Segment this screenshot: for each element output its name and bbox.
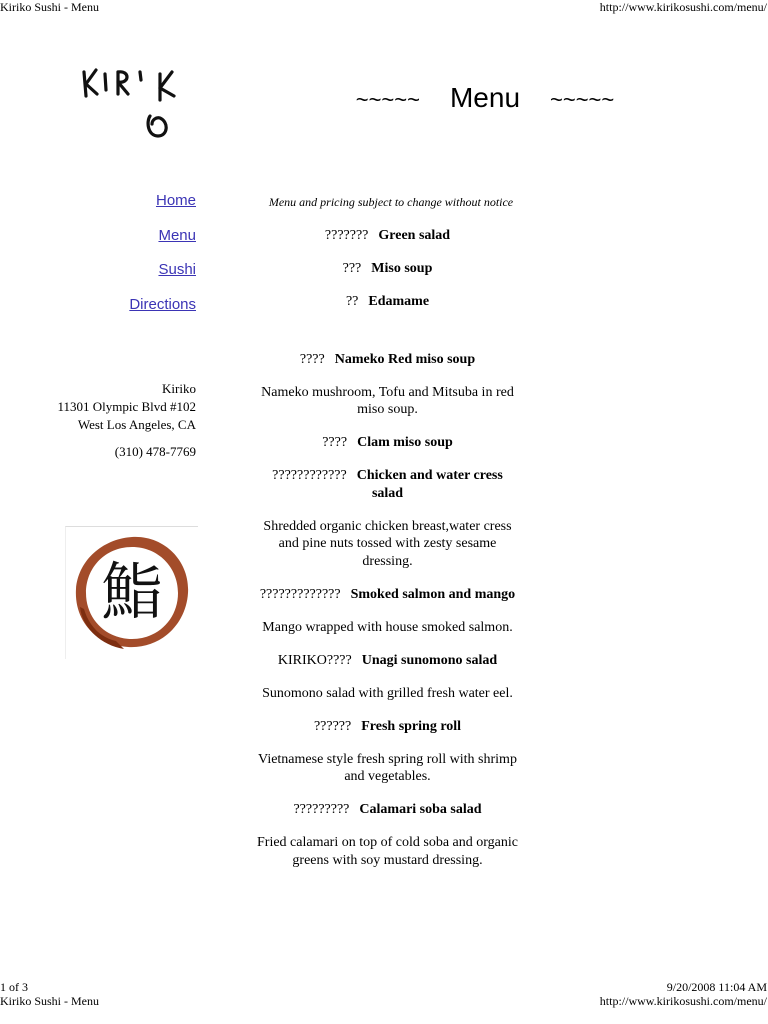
menu-item-japanese-name: ?? bbox=[345, 294, 359, 309]
menu-item bbox=[255, 586, 520, 604]
menu-item-japanese-name: ??? bbox=[342, 261, 362, 276]
restaurant-phone: (310) 478-7769 bbox=[114, 444, 196, 459]
print-footer-url: http://www.kirikosushi.com/menu/ bbox=[599, 994, 767, 1008]
menu-item-english-name: Clam miso soup bbox=[357, 435, 453, 450]
menu-item-english-name: Calamari soba salad bbox=[359, 802, 482, 817]
restaurant-address bbox=[57, 380, 196, 434]
menu-item bbox=[255, 351, 520, 369]
menu-item bbox=[255, 227, 520, 245]
address-city: West Los Angeles, CA bbox=[77, 417, 196, 432]
menu-item bbox=[255, 467, 520, 502]
menu-item bbox=[255, 260, 520, 278]
menu-item-japanese-name: ???????????? bbox=[272, 468, 347, 483]
print-footer-page: 1 of 3 bbox=[0, 980, 28, 994]
menu-item-english-name: Green salad bbox=[378, 228, 451, 243]
heading-tilde-right: ~~~~~ bbox=[550, 87, 615, 112]
page-title: Menu bbox=[449, 82, 521, 113]
menu-item bbox=[255, 293, 520, 311]
menu-list bbox=[255, 227, 520, 885]
emblem-glyph: 鮨 bbox=[100, 555, 164, 628]
menu-item-japanese-name: ????????????? bbox=[259, 586, 341, 602]
kanji-emblem-icon bbox=[65, 526, 198, 659]
nav-link-menu[interactable]: Menu bbox=[158, 226, 196, 244]
menu-item bbox=[255, 652, 520, 670]
menu-item bbox=[255, 434, 520, 452]
site-nav bbox=[129, 192, 196, 330]
menu-item-japanese-name: ??????? bbox=[324, 228, 369, 243]
print-header-title: Kiriko Sushi - Menu bbox=[0, 0, 99, 14]
restaurant-name: Kiriko bbox=[162, 381, 196, 396]
menu-item-english-name: Edamame bbox=[368, 294, 430, 309]
print-footer-datetime: 9/20/2008 11:04 AM bbox=[666, 980, 767, 994]
menu-item-japanese-name: ???? bbox=[322, 435, 348, 450]
nav-link-sushi[interactable]: Sushi bbox=[158, 261, 196, 278]
heading-tilde-left: ~~~~~ bbox=[355, 87, 420, 112]
menu-item-english-name: Chicken and water cress salad bbox=[356, 468, 503, 501]
menu-item bbox=[255, 801, 520, 819]
menu-item-description: Sunomono salad with grilled fresh water eel. bbox=[262, 685, 513, 701]
nav-link-directions[interactable]: Directions bbox=[129, 295, 196, 313]
address-street: 11301 Olympic Blvd #102 bbox=[57, 399, 196, 414]
menu-item-japanese-name: KIRIKO???? bbox=[277, 652, 352, 668]
menu-item-english-name: Smoked salmon and mango bbox=[350, 586, 516, 602]
menu-item bbox=[255, 718, 520, 736]
menu-item-description: Shredded organic chicken breast,water cress and pine nuts tossed with zesty sesame dressing. bbox=[263, 518, 512, 569]
menu-item-description: Nameko mushroom, Tofu and Mitsuba in red miso soup. bbox=[261, 384, 514, 417]
menu-item-english-name: Fresh spring roll bbox=[361, 718, 462, 734]
kiriko-logo bbox=[72, 60, 192, 142]
print-header-url: http://www.kirikosushi.com/menu/ bbox=[599, 0, 767, 14]
menu-item-japanese-name: ????????? bbox=[293, 802, 350, 817]
menu-item-english-name: Nameko Red miso soup bbox=[334, 351, 476, 367]
print-footer-title: Kiriko Sushi - Menu bbox=[0, 994, 99, 1008]
menu-item-japanese-name: ?????? bbox=[313, 718, 352, 734]
menu-notice: Menu and pricing subject to change without notice bbox=[268, 195, 514, 209]
menu-item-description: Fried calamari on top of cold soba and organic greens with soy mustard dressing. bbox=[257, 835, 518, 868]
menu-item-description: Vietnamese style fresh spring roll with shrimp and vegetables. bbox=[258, 751, 517, 784]
menu-item-japanese-name: ???? bbox=[299, 351, 325, 367]
menu-item-english-name: Unagi sunomono salad bbox=[361, 652, 498, 668]
menu-item-description: Mango wrapped with house smoked salmon. bbox=[262, 619, 513, 635]
nav-link-home[interactable]: Home bbox=[155, 192, 196, 209]
menu-heading bbox=[300, 80, 670, 118]
menu-item-english-name: Miso soup bbox=[371, 261, 433, 276]
